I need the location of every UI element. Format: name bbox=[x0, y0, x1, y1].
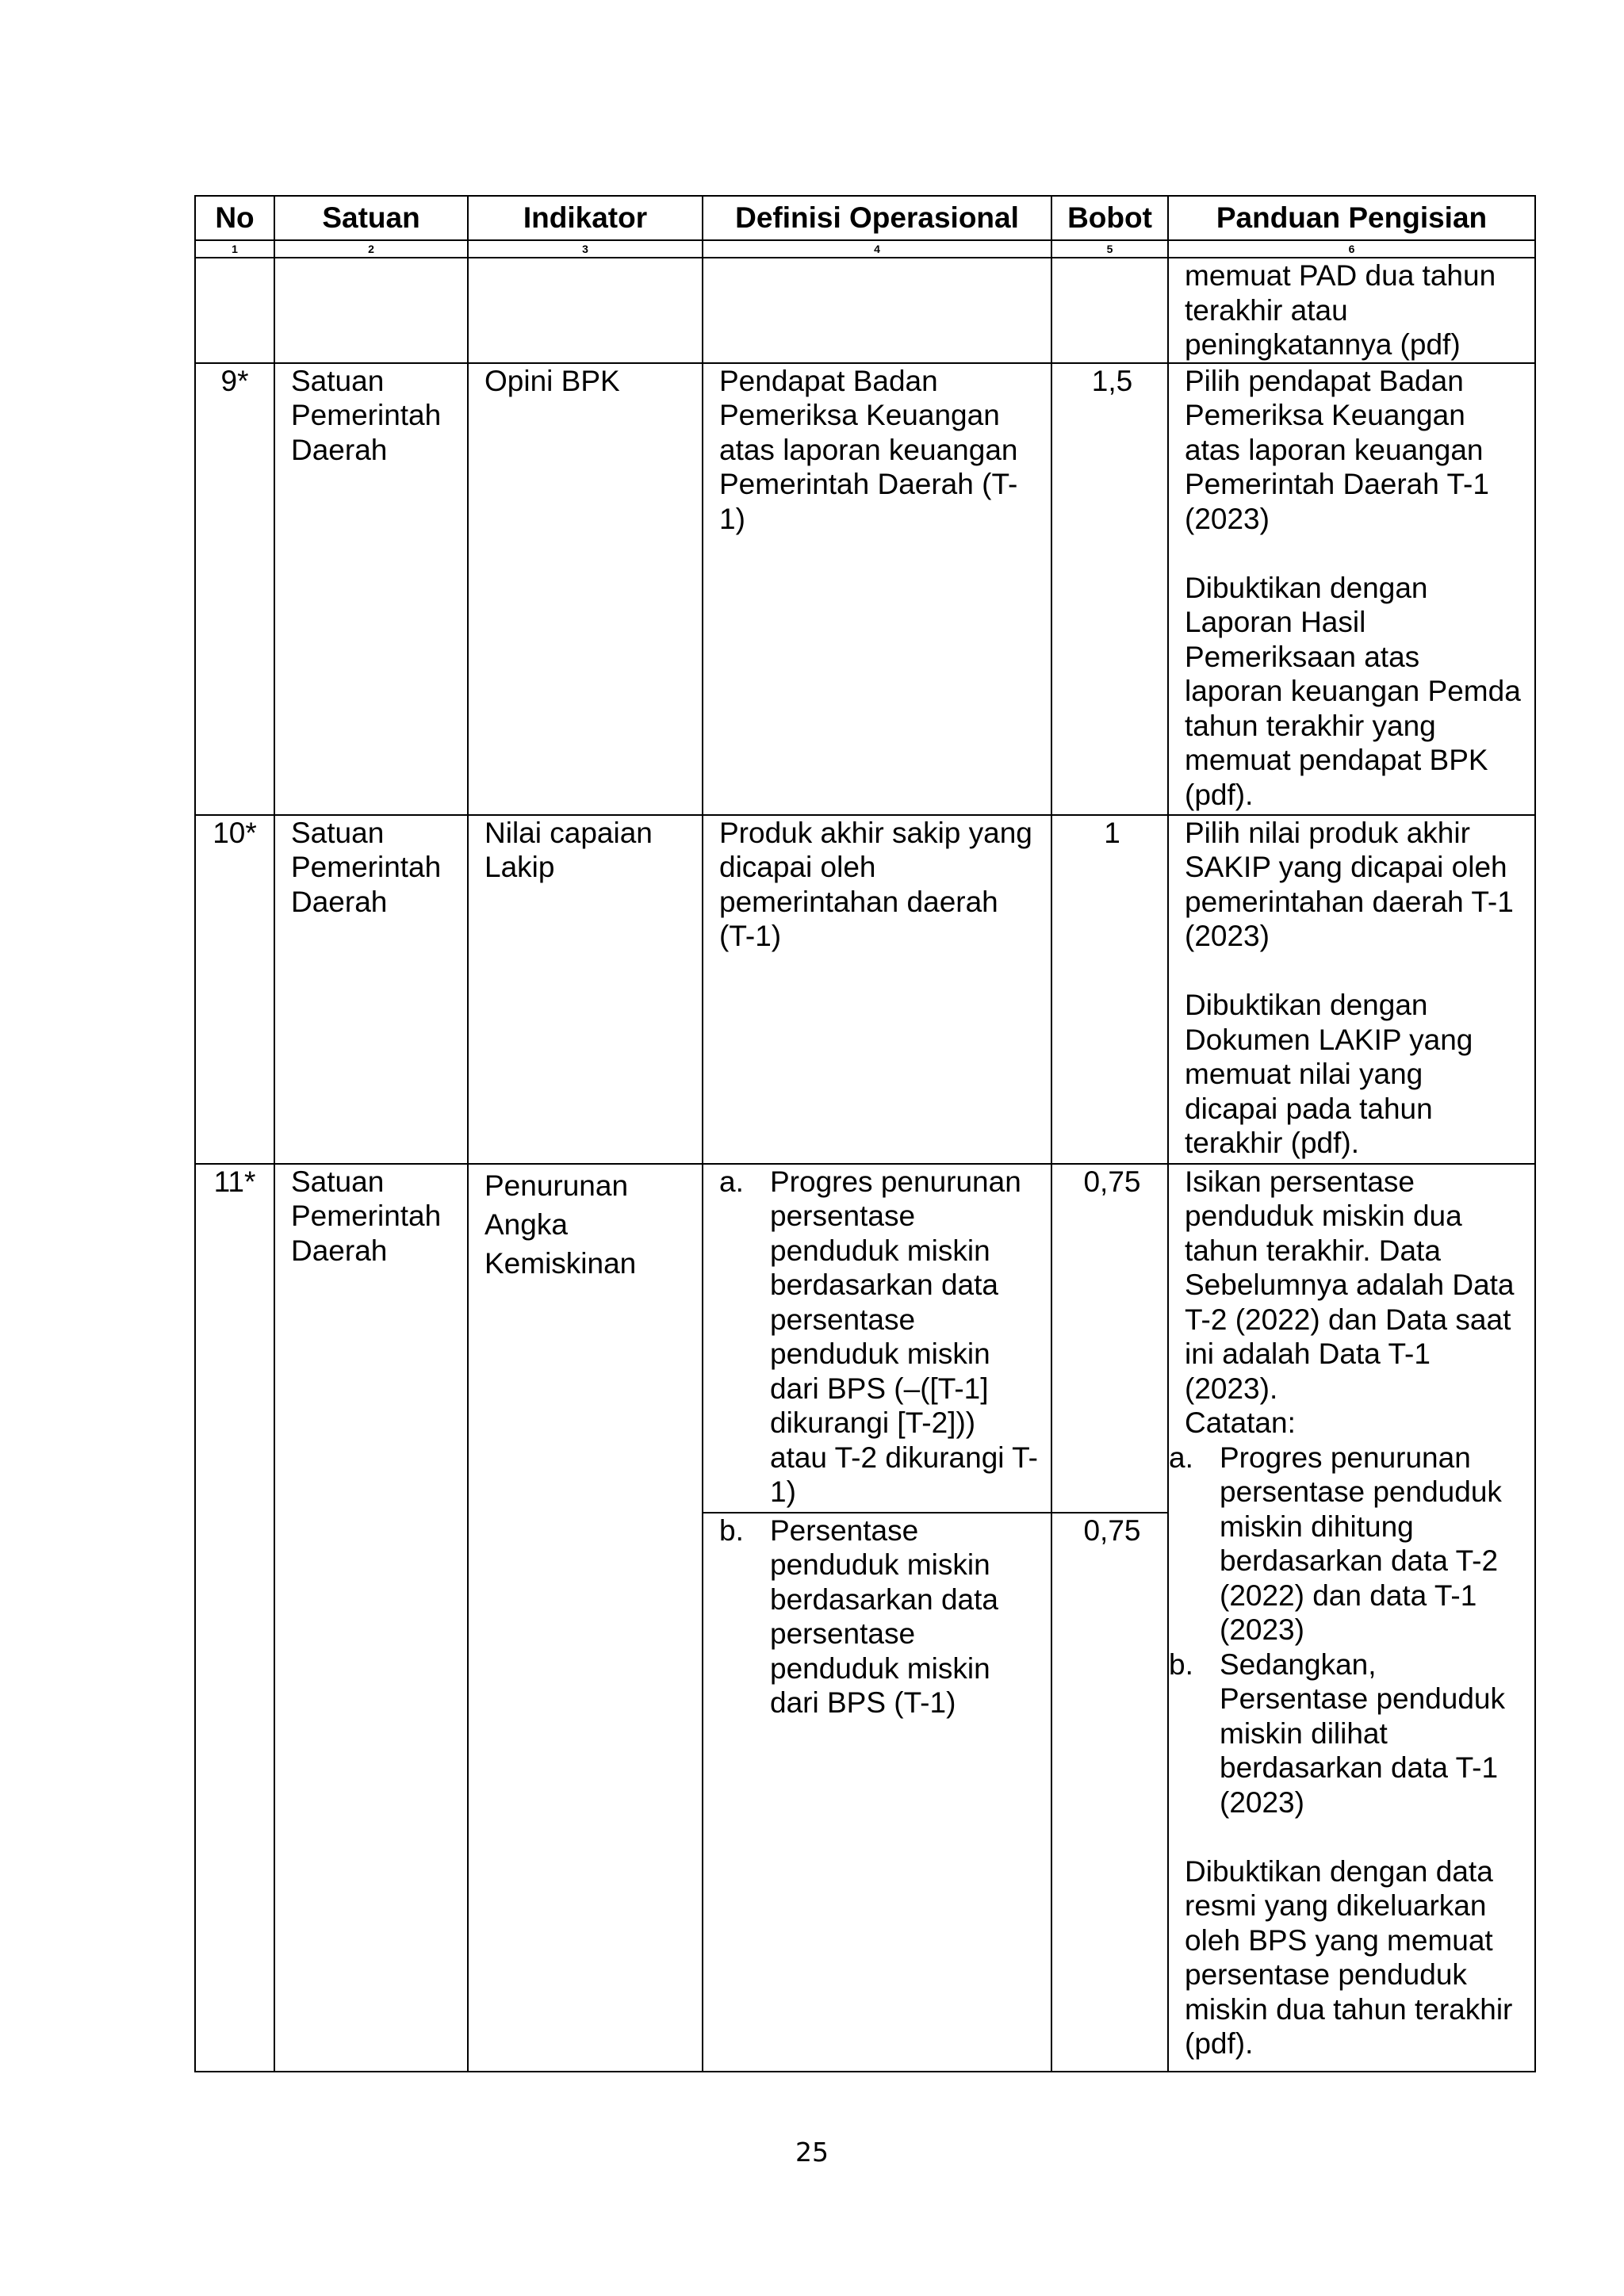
list-marker: a. bbox=[1169, 1441, 1193, 1474]
satuan-cell: Satuan Pemerintah Daerah bbox=[274, 1164, 468, 2072]
empty-cell bbox=[468, 258, 703, 363]
column-number: 6 bbox=[1168, 240, 1535, 258]
column-number: 3 bbox=[468, 240, 703, 258]
header-definisi: Definisi Operasional bbox=[703, 196, 1051, 240]
header-satuan: Satuan bbox=[274, 196, 468, 240]
definisi-text: Progres penurunan persentase penduduk miskin berdasarkan data persentase penduduk miskin dari BPS (–([T-1] dikurangi [T-2])) atau T-2 dikurangi T-1) bbox=[770, 1165, 1039, 1508]
indicator-table bbox=[194, 195, 1536, 2072]
header-indikator: Indikator bbox=[468, 196, 703, 240]
catatan-text: Progres penurunan persentase penduduk miskin dihitung berdasarkan data T-2 (2022) dan data T-1 (2023) bbox=[1220, 1441, 1502, 1646]
panduan-evidence: Dibuktikan dengan data resmi yang dikeluarkan oleh BPS yang memuat persentase penduduk miskin dua tahun terakhir (pdf). bbox=[1185, 1854, 1513, 2060]
empty-cell bbox=[1051, 258, 1168, 363]
catatan-item-b bbox=[1169, 1647, 1523, 1820]
header-bobot: Bobot bbox=[1051, 196, 1168, 240]
column-number: 4 bbox=[703, 240, 1051, 258]
empty-cell bbox=[195, 258, 274, 363]
header-no: No bbox=[195, 196, 274, 240]
row-number: 10* bbox=[195, 815, 274, 1164]
definisi-cell-b bbox=[703, 1513, 1051, 2072]
column-number: 1 bbox=[195, 240, 274, 258]
continuation-panduan: memuat PAD dua tahun terakhir atau peningkatannya (pdf) bbox=[1168, 258, 1535, 363]
panduan-paragraph: Pilih nilai produk akhir SAKIP yang dicapai oleh pemerintahan daerah T-1 (2023) bbox=[1185, 816, 1514, 952]
column-number: 2 bbox=[274, 240, 468, 258]
indikator-cell: Nilai capaian Lakip bbox=[468, 815, 703, 1164]
list-marker: a. bbox=[719, 1165, 744, 1198]
table-row-10 bbox=[195, 815, 1535, 1164]
panduan-evidence: Dibuktikan dengan Dokumen LAKIP yang memuat nilai yang dicapai pada tahun terakhir (pdf). bbox=[1185, 989, 1473, 1159]
definisi-cell: Pendapat Badan Pemeriksa Keuangan atas laporan keuangan Pemerintah Daerah (T-1) bbox=[703, 363, 1051, 815]
row-number: 11* bbox=[195, 1164, 274, 2072]
panduan-paragraph: Isikan persentase penduduk miskin dua tahun terakhir. Data Sebelumnya adalah Data T-2 (2022) dan Data saat ini adalah Data T-1 (2023). bbox=[1185, 1165, 1515, 1405]
header-row bbox=[195, 196, 1535, 240]
panduan-evidence: Dibuktikan dengan Laporan Hasil Pemeriksaan atas laporan keuangan Pemda tahun terakhir yang memuat pendapat BPK (pdf). bbox=[1185, 571, 1521, 811]
bobot-cell-a: 0,75 bbox=[1051, 1164, 1168, 1513]
bobot-cell-b: 0,75 bbox=[1051, 1513, 1168, 2072]
indikator-cell: Opini BPK bbox=[468, 363, 703, 815]
bobot-cell: 1,5 bbox=[1051, 363, 1168, 815]
satuan-cell: Satuan Pemerintah Daerah bbox=[274, 815, 468, 1164]
satuan-cell: Satuan Pemerintah Daerah bbox=[274, 363, 468, 815]
header-panduan: Panduan Pengisian bbox=[1168, 196, 1535, 240]
row-number: 9* bbox=[195, 363, 274, 815]
page-number: 25 bbox=[795, 2137, 829, 2168]
panduan-catatan: Catatan: bbox=[1185, 1406, 1296, 1439]
panduan-cell bbox=[1168, 815, 1535, 1164]
column-number: 5 bbox=[1051, 240, 1168, 258]
definisi-cell: Produk akhir sakip yang dicapai oleh pemerintahan daerah (T-1) bbox=[703, 815, 1051, 1164]
table-row-11a bbox=[195, 1164, 1535, 1513]
list-marker: b. bbox=[719, 1513, 744, 1547]
definisi-item-b bbox=[719, 1513, 1040, 1720]
panduan-paragraph: Pilih pendapat Badan Pemeriksa Keuangan atas laporan keuangan Pemerintah Daerah T-1 (2023) bbox=[1185, 364, 1489, 535]
definisi-item-a bbox=[719, 1165, 1040, 1510]
panduan-cell bbox=[1168, 1164, 1535, 2072]
indikator-cell: Penurunan Angka Kemiskinan bbox=[468, 1164, 703, 2072]
table-row-9 bbox=[195, 363, 1535, 815]
catatan-text: Sedangkan, Persentase penduduk miskin dilihat berdasarkan data T-1 (2023) bbox=[1220, 1647, 1505, 1819]
column-number-row bbox=[195, 240, 1535, 258]
panduan-cell bbox=[1168, 363, 1535, 815]
bobot-cell: 1 bbox=[1051, 815, 1168, 1164]
empty-cell bbox=[274, 258, 468, 363]
catatan-item-a bbox=[1169, 1441, 1523, 1647]
definisi-text: Persentase penduduk miskin berdasarkan data persentase penduduk miskin dari BPS (T-1) bbox=[770, 1513, 998, 1719]
empty-cell bbox=[703, 258, 1051, 363]
continuation-row bbox=[195, 258, 1535, 363]
list-marker: b. bbox=[1169, 1647, 1193, 1681]
definisi-cell-a bbox=[703, 1164, 1051, 1513]
